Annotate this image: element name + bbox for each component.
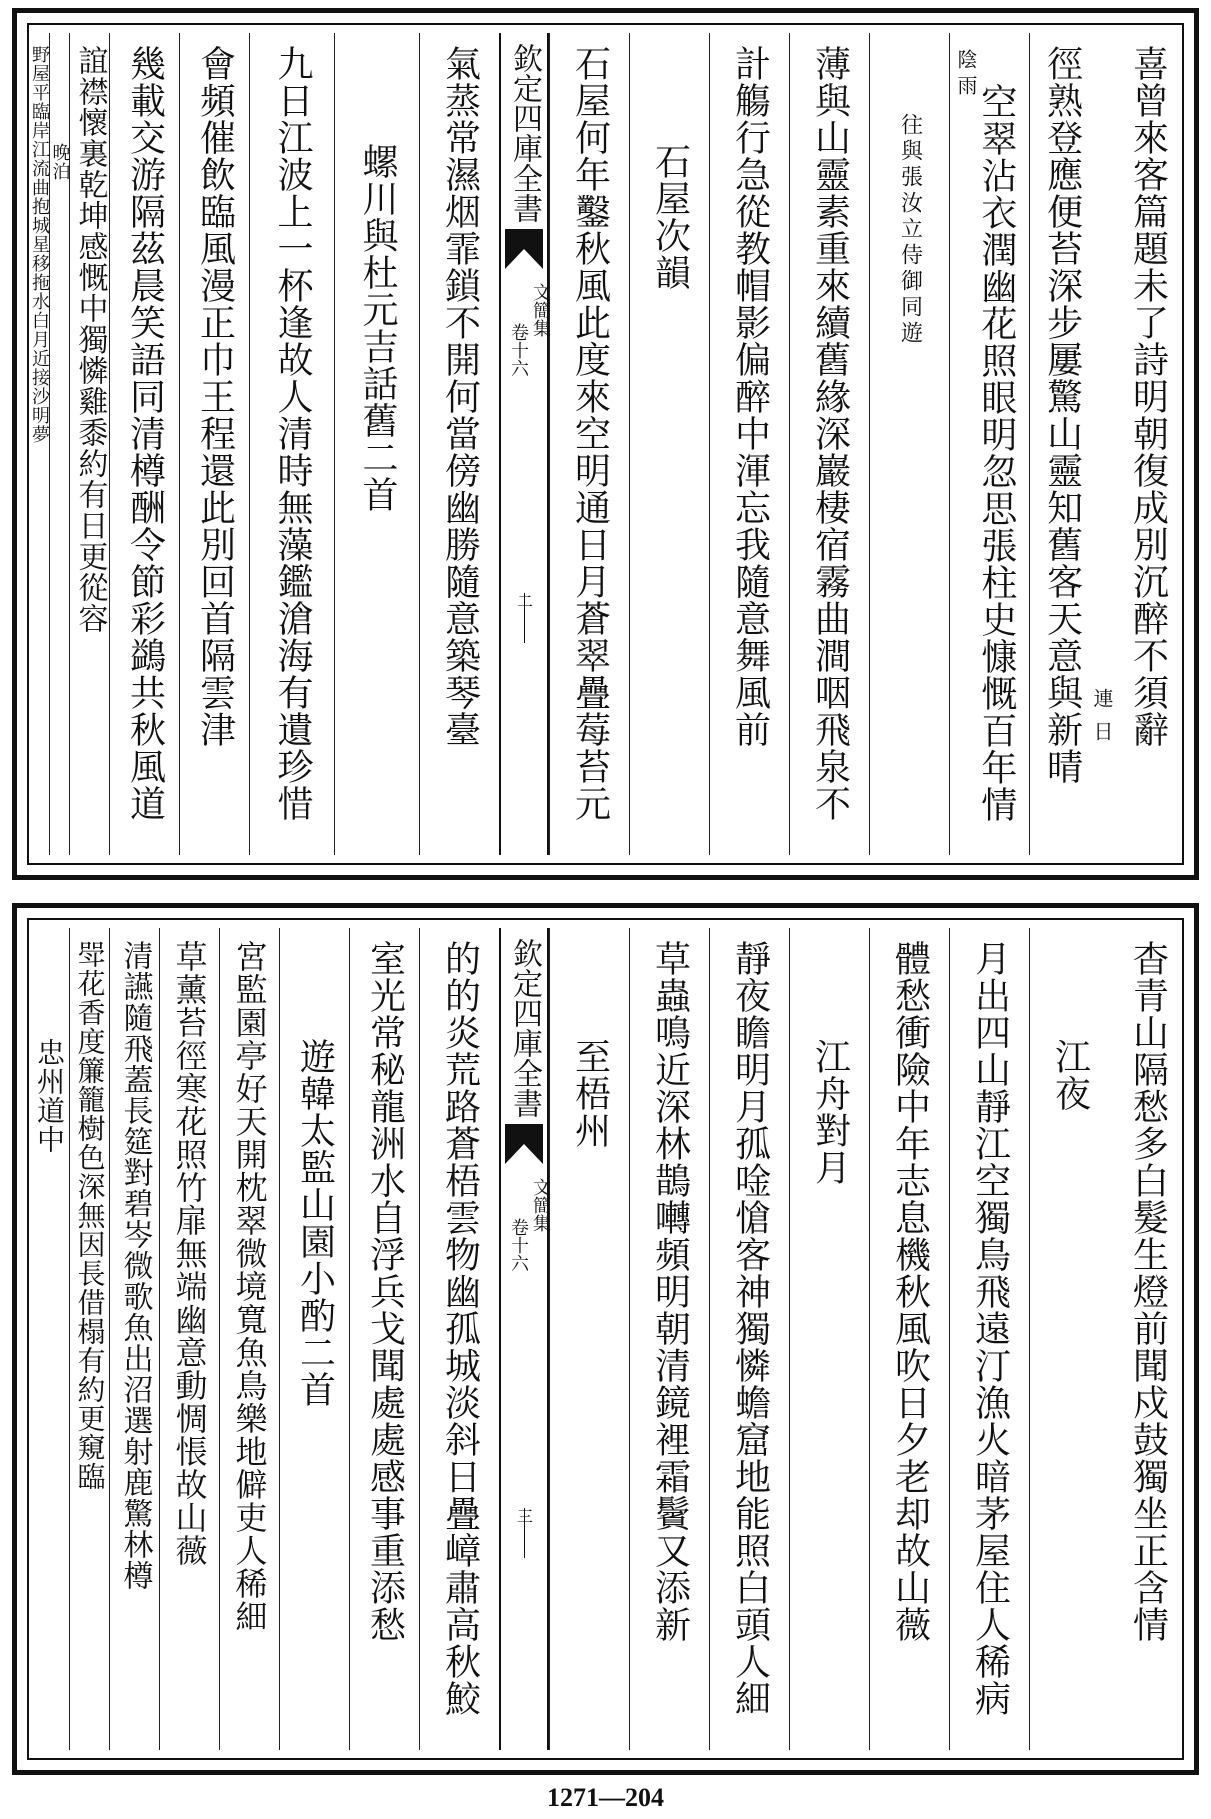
column-text: 室光常秘龍洲水自浮兵戈聞處處感事重添愁 — [364, 940, 406, 1643]
text-column — [869, 33, 949, 855]
column-text: 薄與山靈素重來續舊緣深巖棲宿霧曲澗咽飛泉不 — [809, 45, 851, 822]
text-column — [549, 928, 629, 1750]
column-text: 斝花香度簾籠樹色深無因長借榻有約更窺臨 — [73, 940, 107, 1491]
column-text: 螺川與杜元吉話舊二首 — [357, 143, 398, 513]
text-column — [949, 33, 1029, 855]
collection-name: 文簡集 — [530, 1178, 551, 1232]
text-column — [419, 33, 499, 855]
page-number: 二 — [514, 593, 534, 609]
text-column — [49, 33, 69, 855]
text-column — [69, 33, 109, 855]
page-top-final — [12, 8, 1199, 880]
annotation-upper: 連 — [1090, 688, 1114, 708]
text-column — [179, 33, 249, 855]
text-column — [349, 928, 419, 1750]
column-text: 的的炎荒路蒼梧雲物幽孤城淡斜日疊嶂肅高秋鮫 — [439, 940, 481, 1717]
fish-tail-mark — [505, 229, 543, 277]
volume-label: 卷十六 — [508, 323, 529, 377]
fish-tail-mark — [505, 1124, 543, 1172]
column-text: 草薰苔徑寒花照竹扉無端幽意動惆悵故山薇 — [170, 940, 209, 1567]
column-text: 石屋次韻 — [649, 143, 691, 291]
column-text: 至梧州 — [569, 1038, 611, 1149]
page-footer-number: 1271—204 — [547, 1783, 664, 1812]
text-column — [109, 928, 159, 1750]
text-column — [279, 928, 349, 1750]
annotation-side: 雨 — [954, 75, 978, 95]
text-column — [419, 928, 499, 1750]
text-column — [949, 928, 1029, 1750]
column-text: 徑熟登應便苔深步屢驚山靈知舊客天意與新晴 — [1041, 45, 1083, 785]
text-column — [629, 33, 709, 855]
text-column — [219, 928, 279, 1750]
page-number: 三 — [514, 1508, 534, 1524]
column-text: 幾載交游隔茲晨笑語同清樽酬令節彩鷁共秋風道 — [124, 45, 166, 822]
column-text: 忠州道中 — [33, 1038, 66, 1154]
annotation-lower: 日 — [1090, 721, 1114, 741]
text-column — [334, 33, 419, 855]
column-text: 喜曾來客篇題未了詩明朝復成別沉醉不須辭 — [1127, 45, 1169, 748]
text-column — [629, 928, 709, 1750]
column-text: 石屋何年鑿秋風此度來空明通日月蒼翠疊莓苔元 — [569, 45, 611, 822]
text-column — [789, 33, 869, 855]
center-fold — [499, 33, 549, 855]
text-column — [789, 928, 869, 1750]
column-text: 誼襟懷裏乾坤感慨中獨憐雞黍約有日更從容 — [72, 45, 108, 634]
text-column — [159, 928, 219, 1750]
column-text: 晚泊 — [49, 143, 71, 181]
text-column — [1109, 928, 1186, 1750]
annotation-top: 陰 — [954, 49, 978, 69]
text-column — [249, 33, 334, 855]
collection-name: 文簡集 — [530, 283, 551, 337]
page-bottom — [12, 903, 1199, 1775]
column-text: 清讌隨飛蓋長筵對碧岑微歌魚出沼選射鹿驚林樽 — [117, 940, 153, 1591]
column-text: 氣蒸常濕烟霏鎖不開何當傍幽勝隨意築琴臺 — [439, 45, 481, 748]
column-text: 空翠沾衣潤幽花照眼明忽思張柱史慷慨百年情 — [975, 83, 1017, 823]
column-text: 計觴行急從教帽影偏醉中渾忘我隨意舞風前 — [729, 45, 771, 748]
column-text: 體愁衝險中年志息機秋風吹日夕老却故山薇 — [889, 940, 931, 1643]
column-text: 九日江波上一杯逢故人清時無藻鑑滄海有遺珍惜 — [272, 45, 313, 822]
text-column — [709, 33, 789, 855]
volume-label: 卷十六 — [508, 1218, 529, 1272]
column-text: 江舟對月 — [809, 1038, 851, 1186]
text-column — [869, 928, 949, 1750]
book-title: 欽定四庫全書 — [507, 43, 542, 223]
text-column — [1029, 928, 1109, 1750]
text-column — [69, 928, 109, 1750]
column-text: 遊韓太監山園小酌二首 — [294, 1038, 336, 1408]
center-fold — [499, 928, 549, 1750]
text-column — [1109, 33, 1186, 855]
column-text: 江夜 — [1049, 1038, 1091, 1112]
column-text: 靜夜瞻明月孤唫愴客神獨憐蟾窟地能照白頭人細 — [729, 940, 771, 1717]
text-column — [709, 928, 789, 1750]
column-text: 草蟲鳴近深林鵲囀頻明朝清鏡裡霜鬢又添新 — [649, 940, 691, 1643]
column-text: 宮監園亭好天開枕翠微境寬魚鳥樂地僻吏人稀細 — [230, 940, 269, 1633]
column-text: 杳青山隔愁多白髮生燈前聞戍鼓獨坐正含情 — [1127, 940, 1169, 1643]
column-text: 會頻催飲臨風漫正巾王程還此別回首隔雲津 — [194, 45, 236, 748]
text-column — [1029, 33, 1114, 855]
text-column — [109, 33, 179, 855]
column-text: 野屋平臨岸江流曲抱城星移拖水白月近接沙明夢 — [29, 45, 50, 444]
book-title: 欽定四庫全書 — [507, 938, 542, 1118]
text-column — [29, 33, 49, 855]
column-text: 月出四山靜江空獨鳥飛遠汀漁火暗茅屋住人稀病 — [969, 940, 1011, 1717]
text-column — [29, 928, 69, 1750]
column-text: 往與張汝立侍御同遊 — [897, 113, 923, 347]
text-column — [549, 33, 629, 855]
